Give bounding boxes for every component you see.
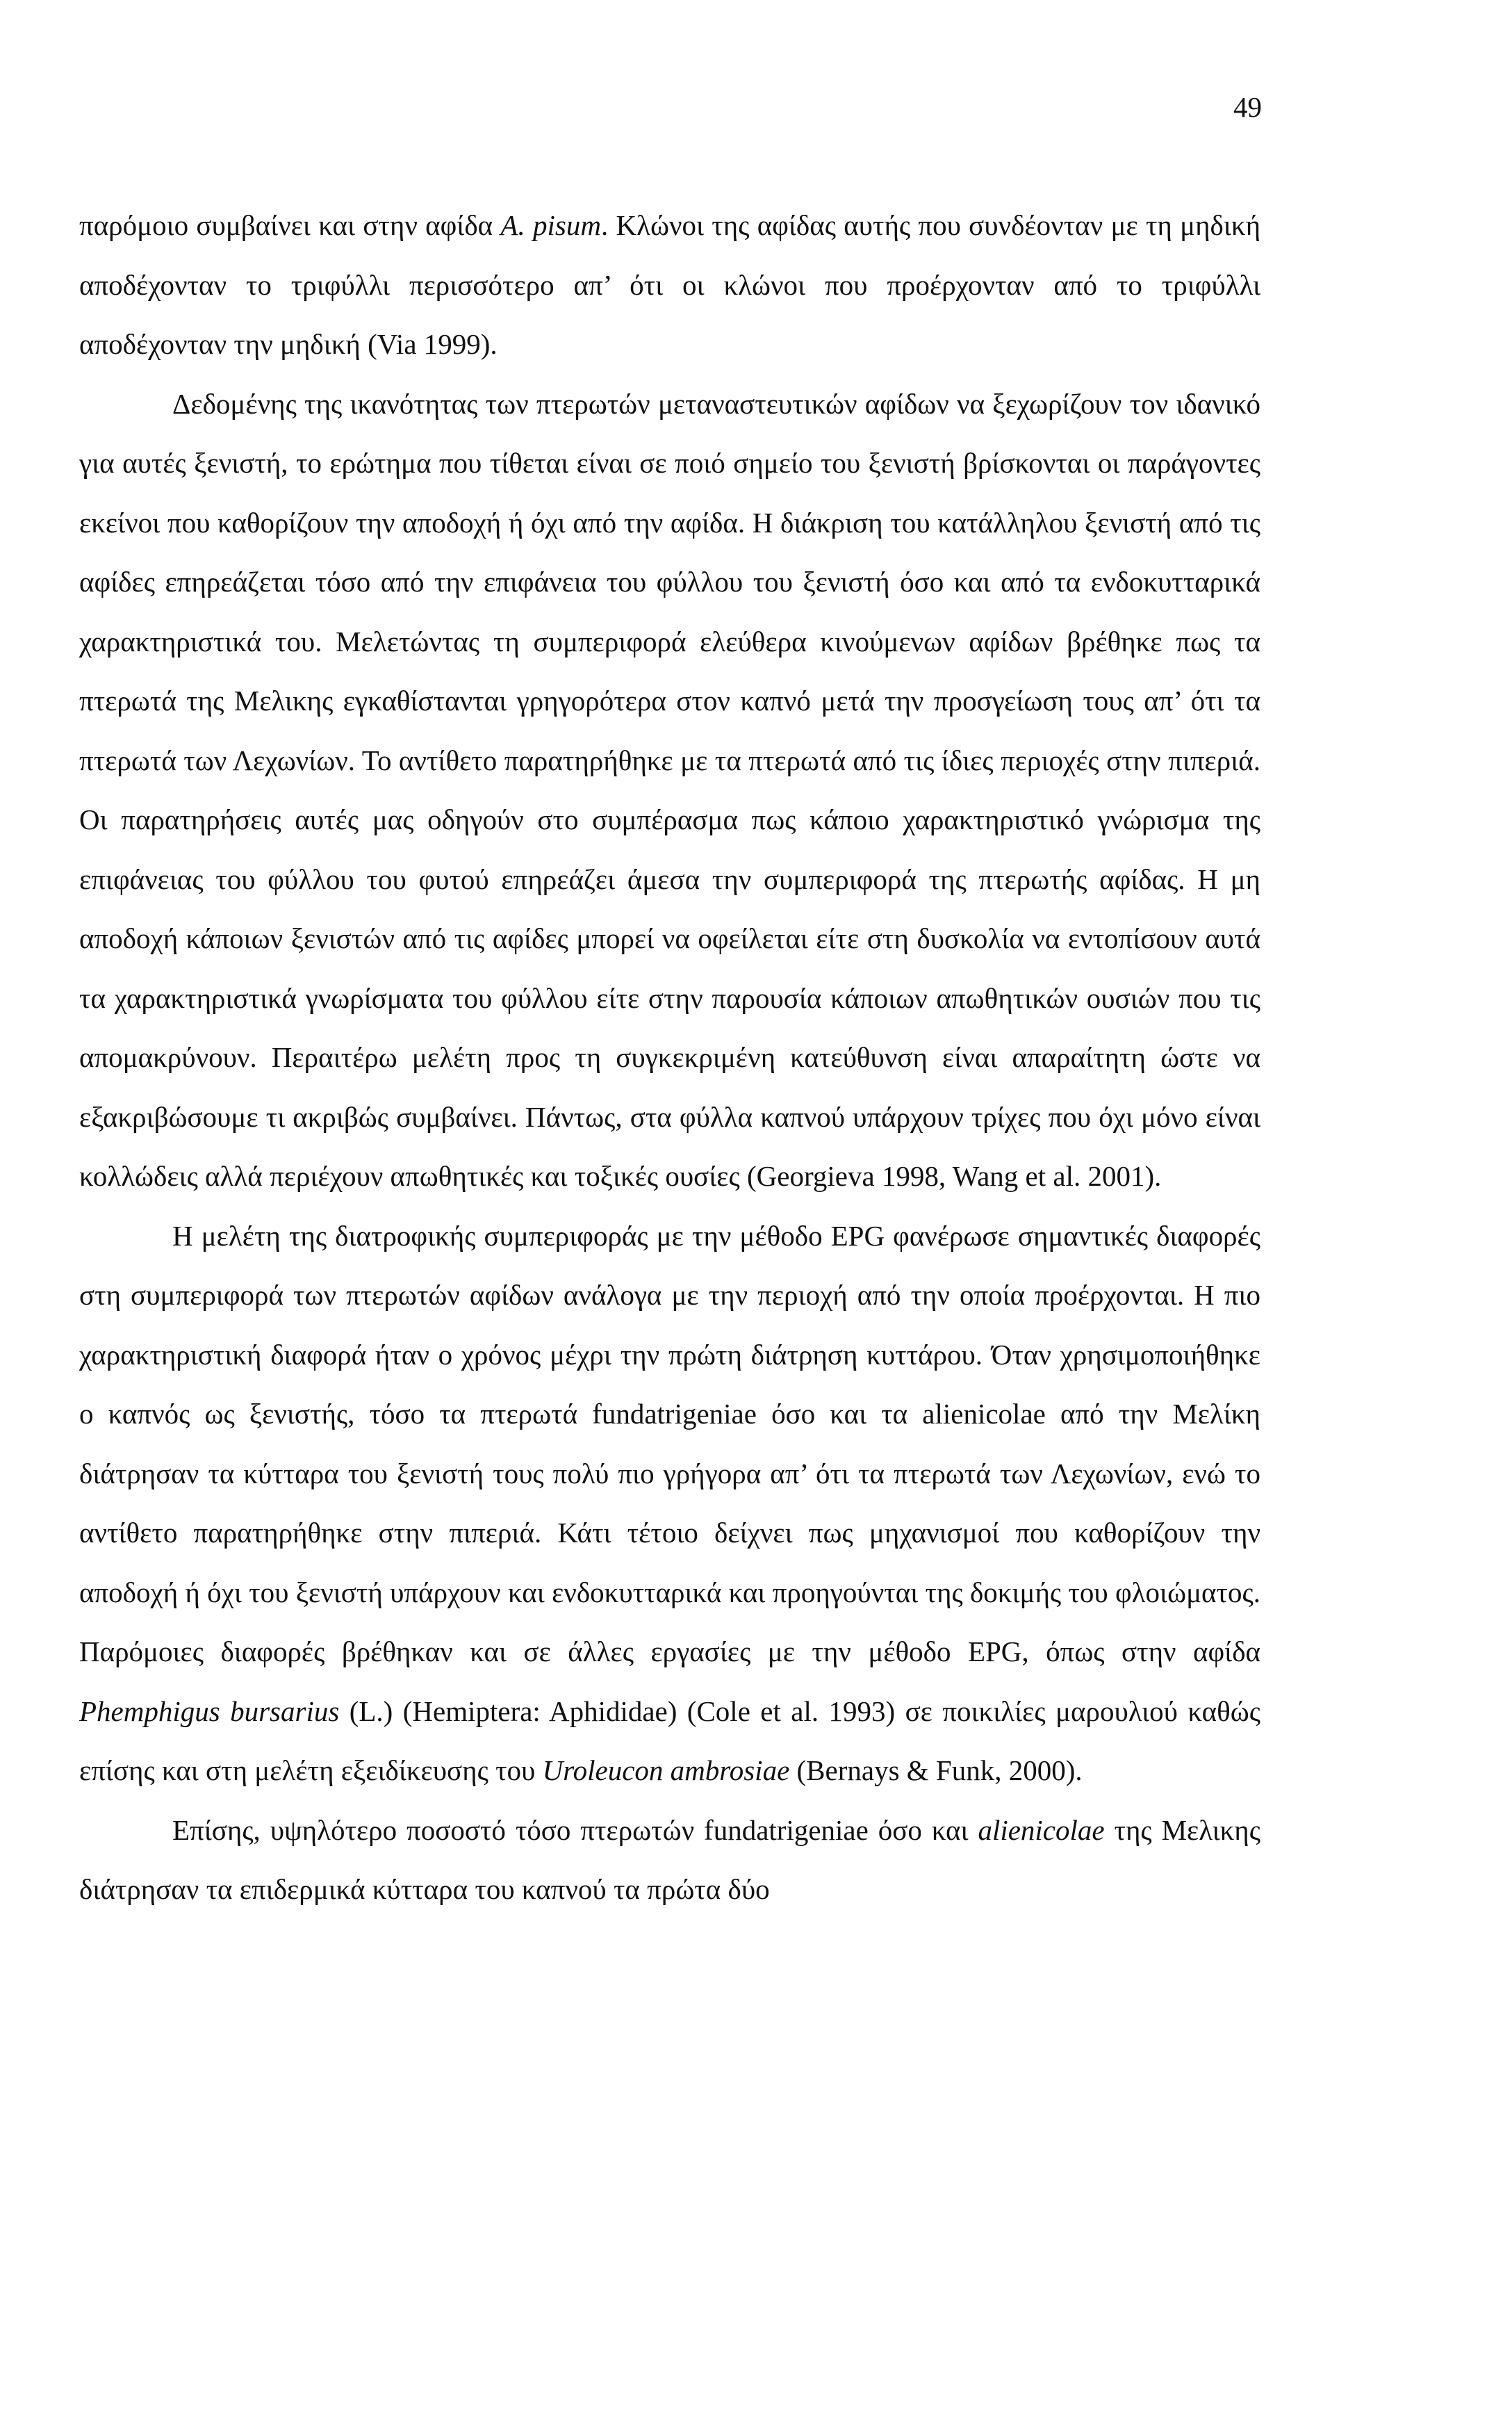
text-run: της Μελικης διάτρησαν τα επιδερμικά κύτταρα του καπνού τα πρώτα δύο — [79, 1813, 1260, 1905]
paragraph-3 — [79, 1207, 1260, 1801]
italic-term: alienicolae — [978, 1813, 1105, 1846]
text-run: . Κλώνοι της αφίδας αυτής που συνδέονταν με τη μηδική αποδέχονταν το τριφύλλι περισσότερο απ’ ότι οι κλώνοι που προέρχονταν από το τριφύλλι αποδέχονταν την μηδική (Via 1999). — [79, 209, 1261, 360]
italic-term: A. pisum — [500, 209, 601, 241]
paragraph-2 — [79, 375, 1260, 1207]
page-body — [79, 196, 1260, 1920]
paragraph-4 — [79, 1801, 1260, 1920]
paragraph-1 — [79, 196, 1260, 375]
page-number: 49 — [1233, 91, 1262, 123]
text-run: παρόμοιο συμβαίνει και στην αφίδα — [79, 209, 501, 241]
text-run: (Bernays & Funk, 2000). — [789, 1754, 1083, 1786]
text-run: Η μελέτη της διατροφικής συμπεριφοράς με την μέθοδο EPG φανέρωσε σημαντικές διαφορές στη συμπεριφορά των πτερωτών αφίδων ανάλογα με την περιοχή από την οποία προέρχονται. Η πιο χαρακτηριστική διαφορά ήταν ο χρόνος μέχρι την πρώτη διάτρηση κυττάρου. Όταν χρησιμοποιήθηκε ο καπνός ως ξενιστής, τόσο τα πτερωτά fundatrigeniae όσο και τα alienicolae από την Μελίκη διάτρησαν τα κύτταρα του ξενιστή τους πολύ πιο γρήγορα απ’ ότι τα πτερωτά των Λεχωνίων, ενώ το αντίθετο παρατηρήθηκε στην πιπεριά. Κάτι τέτοιο δείχνει πως μηχανισμοί που καθορίζουν την αποδοχή ή όχι του ξενιστή υπάρχουν και ενδοκυτταρικά και προηγούνται της δοκιμής του φλοιώματος. Παρόμοιες διαφορές βρέθηκαν και σε άλλες εργασίες με την μέθοδο EPG, όπως στην αφίδα — [79, 1219, 1260, 1667]
text-run: Επίσης, υψηλότερο ποσοστό τόσο πτερωτών fundatrigeniae όσο και — [172, 1813, 978, 1846]
text-run: (L.) (Hemiptera: Aphididae) (Cole et al. 1993) σε ποικιλίες μαρουλιού καθώς επίσης και στη μελέτη εξειδίκευσης του — [79, 1695, 1260, 1786]
text-run: Δεδομένης της ικανότητας των πτερωτών μεταναστευτικών αφίδων να ξεχωρίζουν τον ιδανικό για αυτές ξενιστή, το ερώτημα που τίθεται είναι σε ποιό σημείο του ξενιστή βρίσκονται οι παράγοντες εκείνοι που καθορίζουν την αποδοχή ή όχι από την αφίδα. Η διάκριση του κατάλληλου ξενιστή από τις αφίδες επηρεάζεται τόσο από την επιφάνεια του φύλλου του ξενιστή όσο και από τα ενδοκυτταρικά χαρακτηριστικά του. Μελετώντας τη συμπεριφορά ελεύθερα κινούμενων αφίδων βρέθηκε πως τα πτερωτά της Μελικης εγκαθίστανται γρηγορότερα στον καπνό μετά την προσγείωση τους απ’ ότι τα πτερωτά των Λεχωνίων. Το αντίθετο παρατηρήθηκε με τα πτερωτά από τις ίδιες περιοχές στην πιπεριά. Οι παρατηρήσεις αυτές μας οδηγούν στο συμπέρασμα πως κάποιο χαρακτηριστικό γνώρισμα της επιφάνειας του φύλλου του φυτού επηρεάζει άμεσα την συμπεριφορά της πτερωτής αφίδας. Η μη αποδοχή κάποιων ξενιστών από τις αφίδες μπορεί να οφείλεται είτε στη δυσκολία να εντοπίσουν αυτά τα χαρακτηριστικά γνωρίσματα του φύλλου είτε στην παρουσία κάποιων απωθητικών ουσιών που τις απομακρύνουν. Περαιτέρω μελέτη προς τη συγκεκριμένη κατεύθυνση είναι απαραίτητη ώστε να εξακριβώσουμε τι ακριβώς συμβαίνει. Πάντως, στα φύλλα καπνού υπάρχουν τρίχες που όχι μόνο είναι κολλώδεις αλλά περιέχουν απωθητικές και τοξικές ουσίες (Georgieva 1998, Wang et al. 2001). — [79, 387, 1260, 1192]
italic-term: Phemphigus bursarius — [79, 1695, 340, 1727]
italic-term: Uroleucon ambrosiae — [542, 1754, 790, 1786]
